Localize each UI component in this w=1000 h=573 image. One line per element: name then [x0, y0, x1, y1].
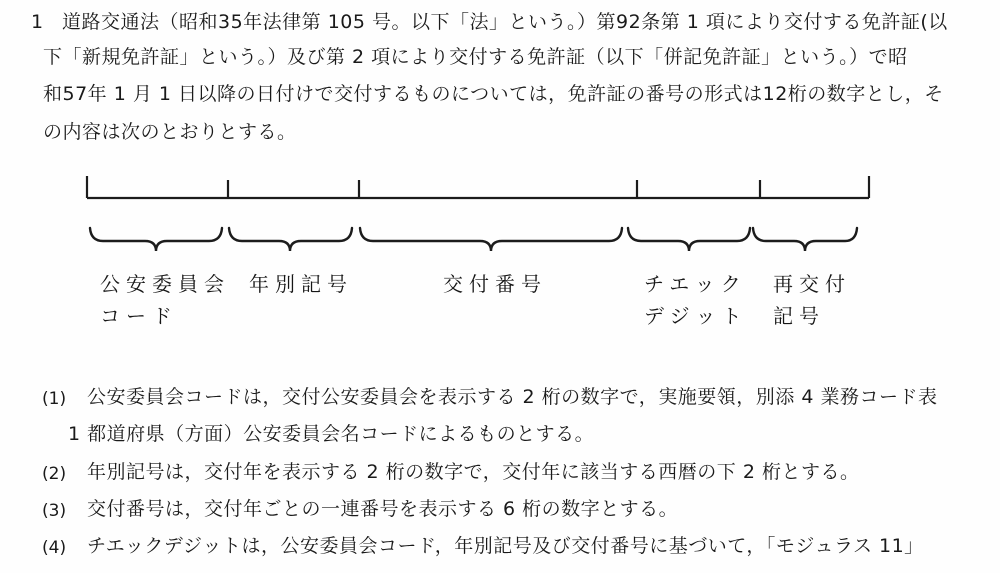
intro-line-2: 下「新規免許証」という。）及び第 2 項により交付する免許証（以下「併記免許証」という。）で昭	[43, 46, 908, 68]
section-number: 1	[31, 11, 44, 33]
segment-label-year-code: 年別記号	[249, 272, 353, 296]
brace-issue-number	[360, 228, 622, 251]
brace-check-digit	[628, 228, 750, 251]
intro-line-1: 道路交通法（昭和35年法律第 105 号。以下「法」という。）第92条第 1 項により交付する免許証(以	[62, 11, 948, 33]
item-4-marker: (4)	[42, 538, 67, 558]
brace-reissue-code	[753, 228, 857, 251]
item-2-line-1: 年別記号は，交付年を表示する 2 桁の数字で，交付年に該当する西暦の下 2 桁とする。	[87, 461, 860, 483]
item-1-line-1: 公安委員会コードは，交付公安委員会を表示する 2 桁の数字で，実施要領，別添 4 業務コード表	[87, 386, 938, 408]
brace-year-code	[229, 228, 352, 251]
intro-line-3: 和57年 1 月 1 日以降の日付けで交付するものについては，免許証の番号の形式は12桁の数字とし，そ	[43, 83, 944, 105]
segment-label-issue-number: 交付番号	[443, 272, 547, 296]
intro-line-4: の内容は次のとおりとする。	[43, 121, 297, 143]
item-1-marker: (1)	[42, 389, 67, 409]
item-1-line-2: 1 都道府県（方面）公安委員会名コードによるものとする。	[68, 423, 595, 445]
segment-label-reissue-code-line2: 記号	[773, 304, 825, 328]
segment-label-psc-code-line2: コード	[100, 304, 178, 328]
segment-label-check-digit-line1: チエック	[644, 272, 747, 296]
item-3-line-1: 交付番号は，交付年ごとの一連番号を表示する 6 桁の数字とする。	[87, 498, 679, 520]
item-2-marker: (2)	[42, 464, 67, 484]
item-4-line-1: チエックデジットは，公安委員会コード，年別記号及び交付番号に基づいて，「モジュラス 11」	[87, 535, 924, 557]
segment-label-check-digit-line2: デジット	[644, 304, 748, 328]
item-3-marker: (3)	[42, 501, 67, 521]
brace-psc-code	[90, 228, 222, 251]
segment-label-psc-code-line1: 公安委員会	[100, 272, 230, 296]
segment-label-reissue-code-line1: 再交付	[773, 272, 851, 296]
